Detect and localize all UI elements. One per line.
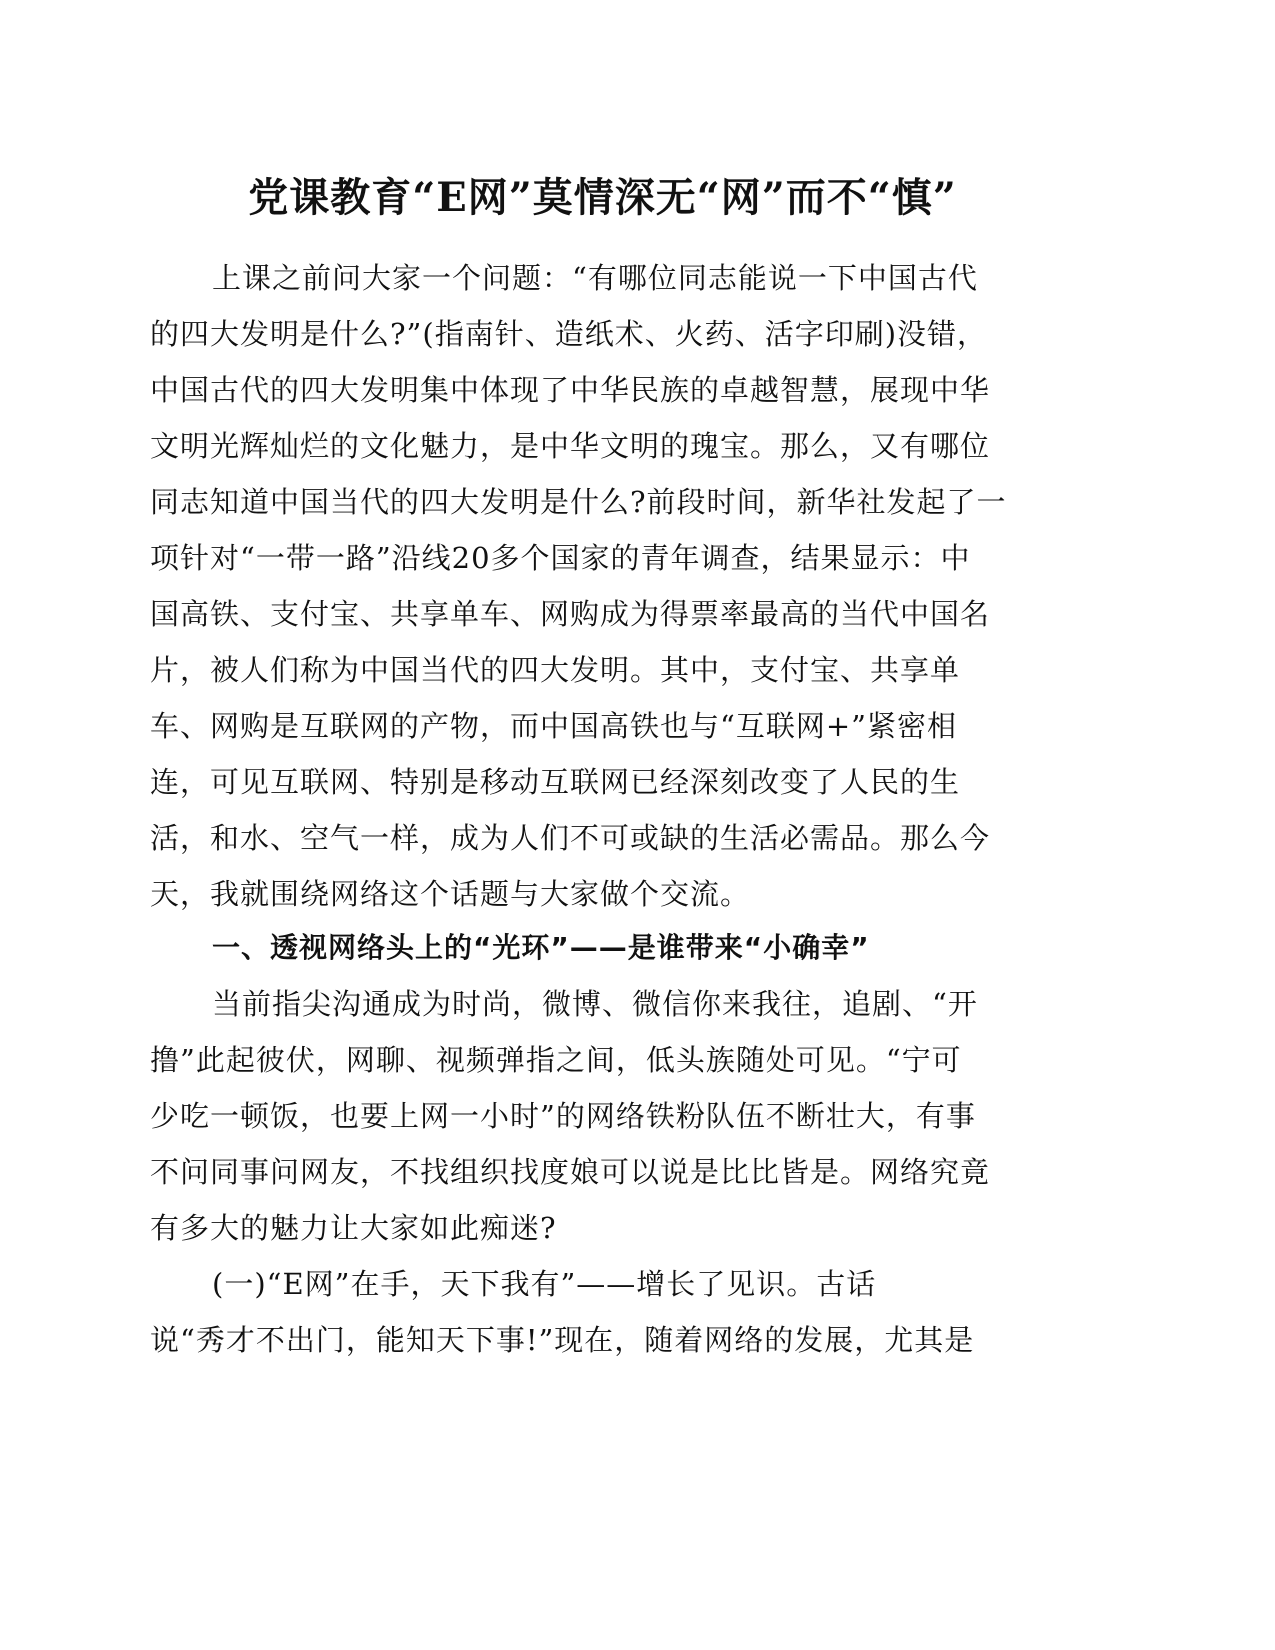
body-line: 有多大的魅力让大家如此痴迷? (150, 1211, 557, 1245)
body-line: 车、网购是互联网的产物，而中国高铁也与“互联网+”紧密相 (150, 709, 957, 743)
body-line: 文明光辉灿烂的文化魅力，是中华文明的瑰宝。那么，又有哪位 (150, 429, 991, 463)
body-line: 同志知道中国当代的四大发明是什么?前段时间，新华社发起了一 (150, 485, 1007, 519)
document-page (150, 0, 1055, 1650)
body-line: (一)“E网”在手，天下我有”——增长了见识。古话 (212, 1267, 877, 1301)
body-line: 上课之前问大家一个问题：“有哪位同志能说一下中国古代 (212, 261, 978, 295)
body-line: 项针对“一带一路”沿线20多个国家的青年调查，结果显示：中 (150, 541, 971, 575)
body-line: 当前指尖沟通成为时尚，微博、微信你来我往，追剧、“开 (212, 987, 978, 1021)
body-line: 说“秀才不出门，能知天下事!”现在，随着网络的发展，尤其是 (150, 1323, 975, 1357)
body-line: 撸”此起彼伏，网聊、视频弹指之间，低头族随处可见。“宁可 (150, 1043, 962, 1077)
body-line: 国高铁、支付宝、共享单车、网购成为得票率最高的当代中国名 (150, 597, 991, 631)
body-line: 活，和水、空气一样，成为人们不可或缺的生活必需品。那么今 (150, 821, 991, 855)
body-line: 片，被人们称为中国当代的四大发明。其中，支付宝、共享单 (150, 653, 961, 687)
body-line: 少吃一顿饭，也要上网一小时”的网络铁粉队伍不断壮大，有事 (150, 1099, 976, 1133)
body-line: 中国古代的四大发明集中体现了中华民族的卓越智慧，展现中华 (150, 373, 991, 407)
body-line: 的四大发明是什么?”(指南针、造纸术、火药、活字印刷)没错， (150, 317, 988, 351)
body-line: 天，我就围绕网络这个话题与大家做个交流。 (150, 877, 751, 911)
body-line: 连，可见互联网、特别是移动互联网已经深刻改变了人民的生 (150, 765, 961, 799)
section-heading: 一、透视网络头上的“光环”——是谁带来“小确幸” (212, 931, 870, 964)
document-title: 党课教育“E网”莫情深无“网”而不“慎” (248, 174, 957, 221)
body-line: 不问同事问网友，不找组织找度娘可以说是比比皆是。网络究竟 (150, 1155, 991, 1189)
